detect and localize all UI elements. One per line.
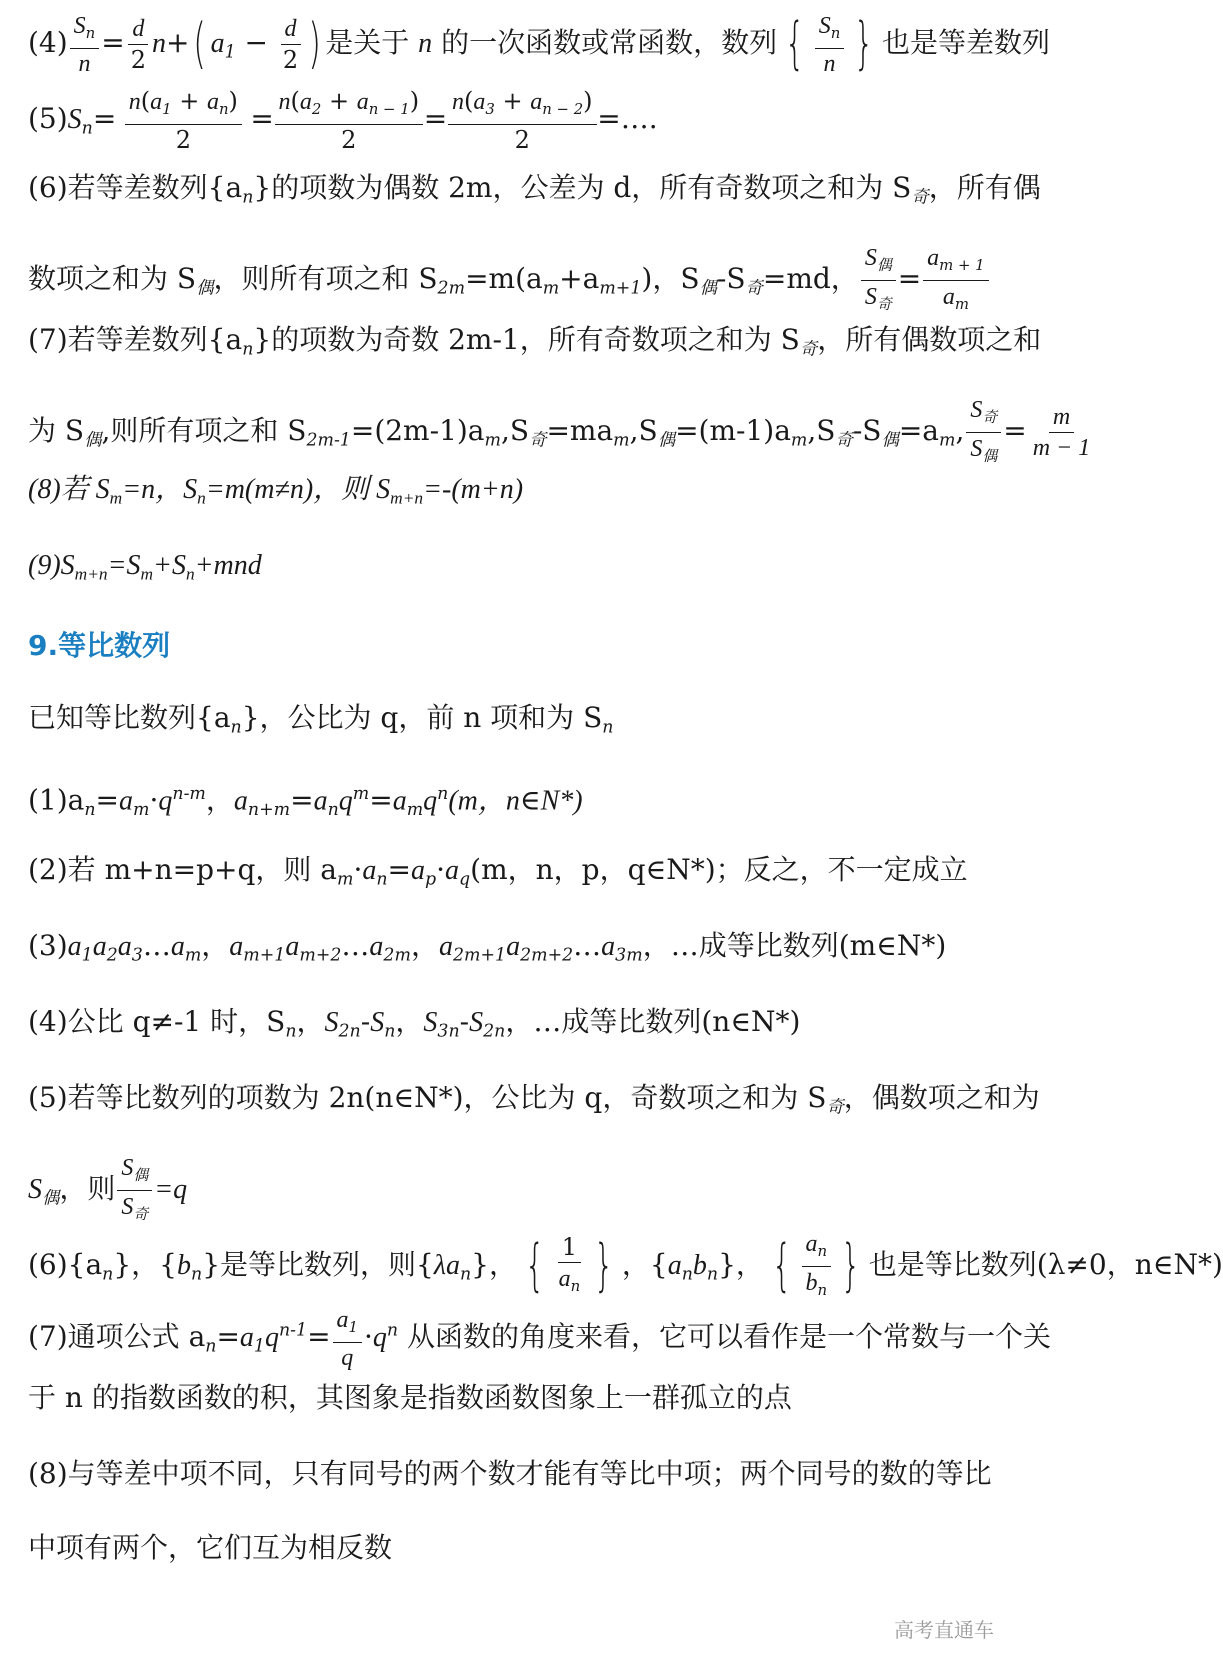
geo-item-4: (4)公比 q≠-1 时，Sn，S2n-Sn，S3n-S2n，…成等比数列(n∈N*) — [28, 1005, 801, 1042]
geo-item-5-line-1: (5)若等比数列的项数为 2n(n∈N*)，公比为 q，奇数项之和为 S奇，偶数项之和为 — [28, 1081, 1040, 1118]
fraction-sum-3: $\frac{n(a3 + an - 2)}{2}$ — [449, 88, 595, 153]
watermark: 高考直通车 — [894, 1618, 994, 1642]
item-6-line-1: (6)若等差数列{an}的项数为偶数 2m，公差为 d，所有奇数项之和为 S奇，所有偶 — [28, 171, 1041, 208]
item-5: (5)Sn= $\frac{n(a1 + an)}{2}$ = $\frac{n(a2 + an - 1)}{2}$ = $\frac{n(a3 + an - 2)}{2}$ =…. — [28, 87, 658, 154]
item-6-line-2: 数项之和为 S偶，则所有项之和 S2m=m(am+am+1)，S偶-S奇=md， $\frac{\text{S偶}}{\text{S奇}}$ = $\frac{am + 1}{am}$ — [28, 244, 991, 317]
geo-item-7-line-2: 于 n 的指数函数的积，其图象是指数函数图象上一群孤立的点 — [28, 1381, 792, 1414]
item-index: (4) — [28, 25, 68, 59]
fraction-a1-over-q: $\frac{a1}{q}$ — [333, 1306, 362, 1371]
fraction-sum-1: $\frac{n(a1 + an)}{2}$ — [118, 88, 248, 153]
geo-item-3: (3)a1a2a3…am，am+1am+2…a2m，a2m+1a2m+2…a3m，…成等比数列(m∈N*) — [28, 929, 947, 966]
fraction-geo-even-odd: $\frac{\text{S偶}}{\text{S奇}}$ — [117, 1154, 152, 1227]
geo-item-6: (6){an}，{bn}是等比数列，则{λan}， { $\frac{1}{an}$ } ，{anbn}， { $\frac{an}{bn}$ } 也是等比数列(λ≠0，n∈N*) — [28, 1231, 1223, 1299]
section-heading: 9.等比数列 — [28, 629, 171, 662]
geo-item-7-line-1: (7)通项公式 $an=a1q^{n-1}=$ $\frac{a1}{q}$ $\cdot q^n$ 从函数的角度来看，它可以看作是一个常数与一个关 — [28, 1307, 1052, 1371]
fraction-m-over-m-1: $\frac{m}{m - 1}$ — [1032, 403, 1091, 461]
geo-item-8-line-2: 中项有两个，它们互为相反数 — [28, 1531, 393, 1564]
item-7-line-1: (7)若等差数列{an}的项数为奇数 2m-1，所有奇数项之和为 S奇，所有偶数项之和 — [28, 323, 1042, 360]
geo-item-1: $(1)an=am\cdot q^{n-m}$，an+m=anq$^m$=amq$^n$(m，n∈N*) — [28, 783, 583, 820]
fraction-d-over-2b: $\frac{d}{2}$ — [279, 16, 302, 73]
braced-sn-over-n: { $\frac{Sn}{n}$ } — [785, 11, 874, 77]
fraction-sn-over-n: $\frac{Sn}{n}$ — [70, 12, 100, 77]
fraction-am1-over-am: $\frac{am + 1}{am}$ — [923, 244, 989, 317]
geo-item-8-line-1: (8)与等差中项不同，只有同号的两个数才能有等比中项；两个同号的数的等比 — [28, 1457, 992, 1490]
fraction-s-even-over-s-odd: $\frac{\text{S偶}}{\text{S奇}}$ — [861, 244, 896, 317]
fraction-sum-2: $\frac{n(a2 + an - 1)}{2}$ — [276, 88, 422, 153]
item-7-line-2: 为 S偶,则所有项之和 S2m-1=(2m-1)am,S奇=mam,S偶=(m-1)am,S奇-S偶=am, $\frac{\text{S奇}}{\text{S偶}}$ = $\frac{m}{m - 1}$ — [28, 396, 1096, 469]
geo-item-2: (2)若 m+n=p+q，则 am·an=ap·aq(m，n，p，q∈N*)；反之，不一定成立 — [28, 853, 968, 890]
item-4: (4) $\frac{Sn}{n}$ = $\frac{d}{2}$ n+( a1 − $\frac{d}{2}$ ) 是关于 n 的一次函数或常函数，数列 { $\frac{Sn}{n}$ } 也是等差数列 — [28, 11, 1050, 77]
section-intro: 已知等比数列{an}，公比为 q，前 n 项和为 Sn — [28, 701, 614, 738]
item-9: (9)Sm+n=Sm+Sn+mnd — [28, 550, 262, 584]
fraction-d-over-2: $\frac{d}{2}$ — [127, 16, 150, 73]
geo-item-5-line-2: S偶，则 $\frac{\text{S偶}}{\text{S奇}}$ =q — [28, 1154, 187, 1227]
fraction-s-odd-over-s-even: $\frac{\text{S奇}}{\text{S偶}}$ — [966, 396, 1001, 469]
item-8: (8)若 Sm=n，Sn=m(m≠n)，则 Sm+n=-(m+n) — [28, 474, 524, 508]
